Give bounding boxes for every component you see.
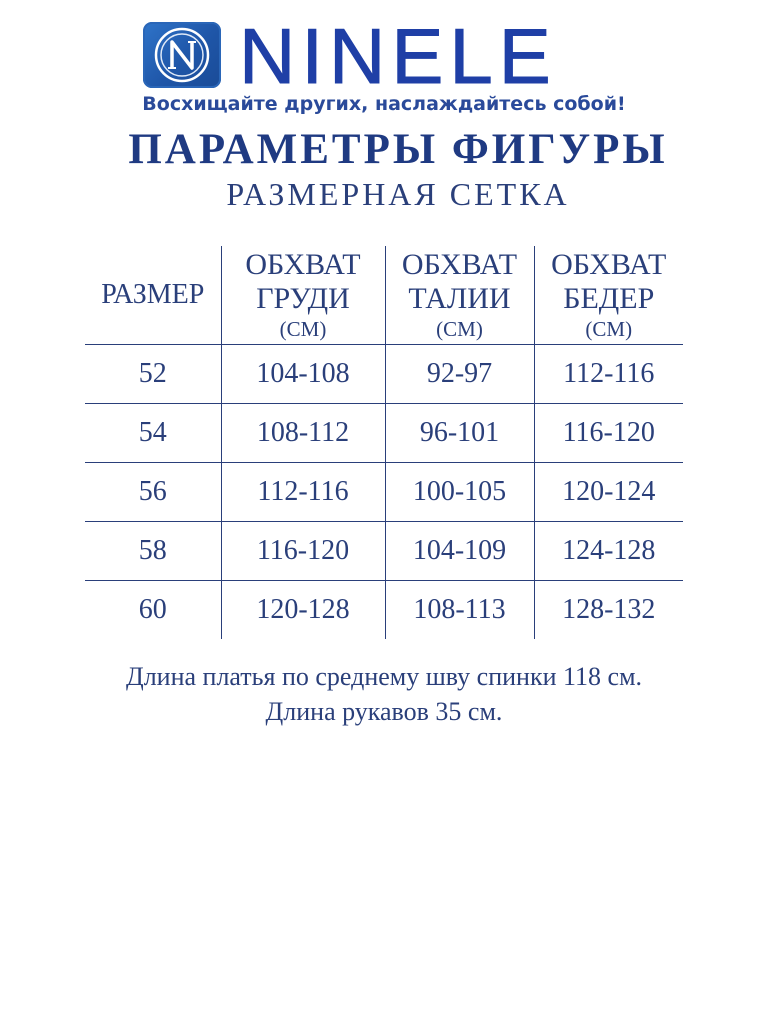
- cell-hips: 116-120: [534, 404, 683, 463]
- dress-length-note: Длина платья по среднему шву спинки 118 см.: [125, 662, 643, 691]
- cell-bust: 104-108: [221, 345, 385, 404]
- cell-waist: 100-105: [385, 463, 534, 522]
- table-header-row: [85, 246, 683, 345]
- header-label: ГРУДИ: [256, 282, 350, 315]
- header-hips: [534, 246, 683, 345]
- cell-bust: 120-128: [221, 581, 385, 640]
- header-label: ОБХВАТ: [401, 248, 518, 281]
- header-label: БЕДЕР: [563, 282, 655, 315]
- header-bust: [221, 246, 385, 345]
- page-subtitle: РАЗМЕРНАЯ СЕТКА: [226, 176, 570, 212]
- brand-name: NINELE: [239, 12, 557, 100]
- table-row: [85, 522, 683, 581]
- cell-hips: 128-132: [534, 581, 683, 640]
- header-unit: (СМ): [585, 317, 633, 341]
- cell-waist: 108-113: [385, 581, 534, 640]
- table-row: [85, 345, 683, 404]
- header-label: ОБХВАТ: [245, 248, 361, 281]
- cell-size: 52: [85, 345, 221, 404]
- cell-bust: 112-116: [221, 463, 385, 522]
- cell-size: 54: [85, 404, 221, 463]
- header-unit: (СМ): [436, 317, 483, 341]
- cell-waist: 96-101: [385, 404, 534, 463]
- header-label: РАЗМЕР: [101, 279, 205, 310]
- size-chart-table: [85, 246, 683, 639]
- cell-size: 60: [138, 594, 167, 625]
- cell-waist: 92-97: [385, 345, 534, 404]
- brand-logo: [143, 12, 643, 100]
- cell-hips: 112-116: [534, 345, 683, 404]
- table-row: [85, 463, 683, 522]
- cell-hips: 124-128: [534, 522, 683, 581]
- header-label: ТАЛИИ: [408, 282, 511, 315]
- sleeve-length-note: Длина рукавов 35 см.: [265, 697, 503, 726]
- cell-hips: 120-124: [534, 463, 683, 522]
- brand-tagline: Восхищайте других, наслаждайтесь собой!: [142, 93, 626, 115]
- page-title: ПАРАМЕТРЫ ФИГУРЫ: [128, 126, 668, 173]
- cell-bust: 116-120: [221, 522, 385, 581]
- cell-size: 56: [85, 463, 221, 522]
- header-waist: [385, 246, 534, 345]
- table-row: [85, 404, 683, 463]
- cell-waist: 104-109: [385, 522, 534, 581]
- cell-size: 58: [85, 522, 221, 581]
- header-label: ОБХВАТ: [551, 248, 667, 281]
- cell-bust: 108-112: [221, 404, 385, 463]
- header-unit: (СМ): [279, 317, 327, 341]
- n-monogram-icon: [143, 22, 221, 88]
- header-size: [85, 246, 221, 345]
- table-row: [85, 581, 683, 640]
